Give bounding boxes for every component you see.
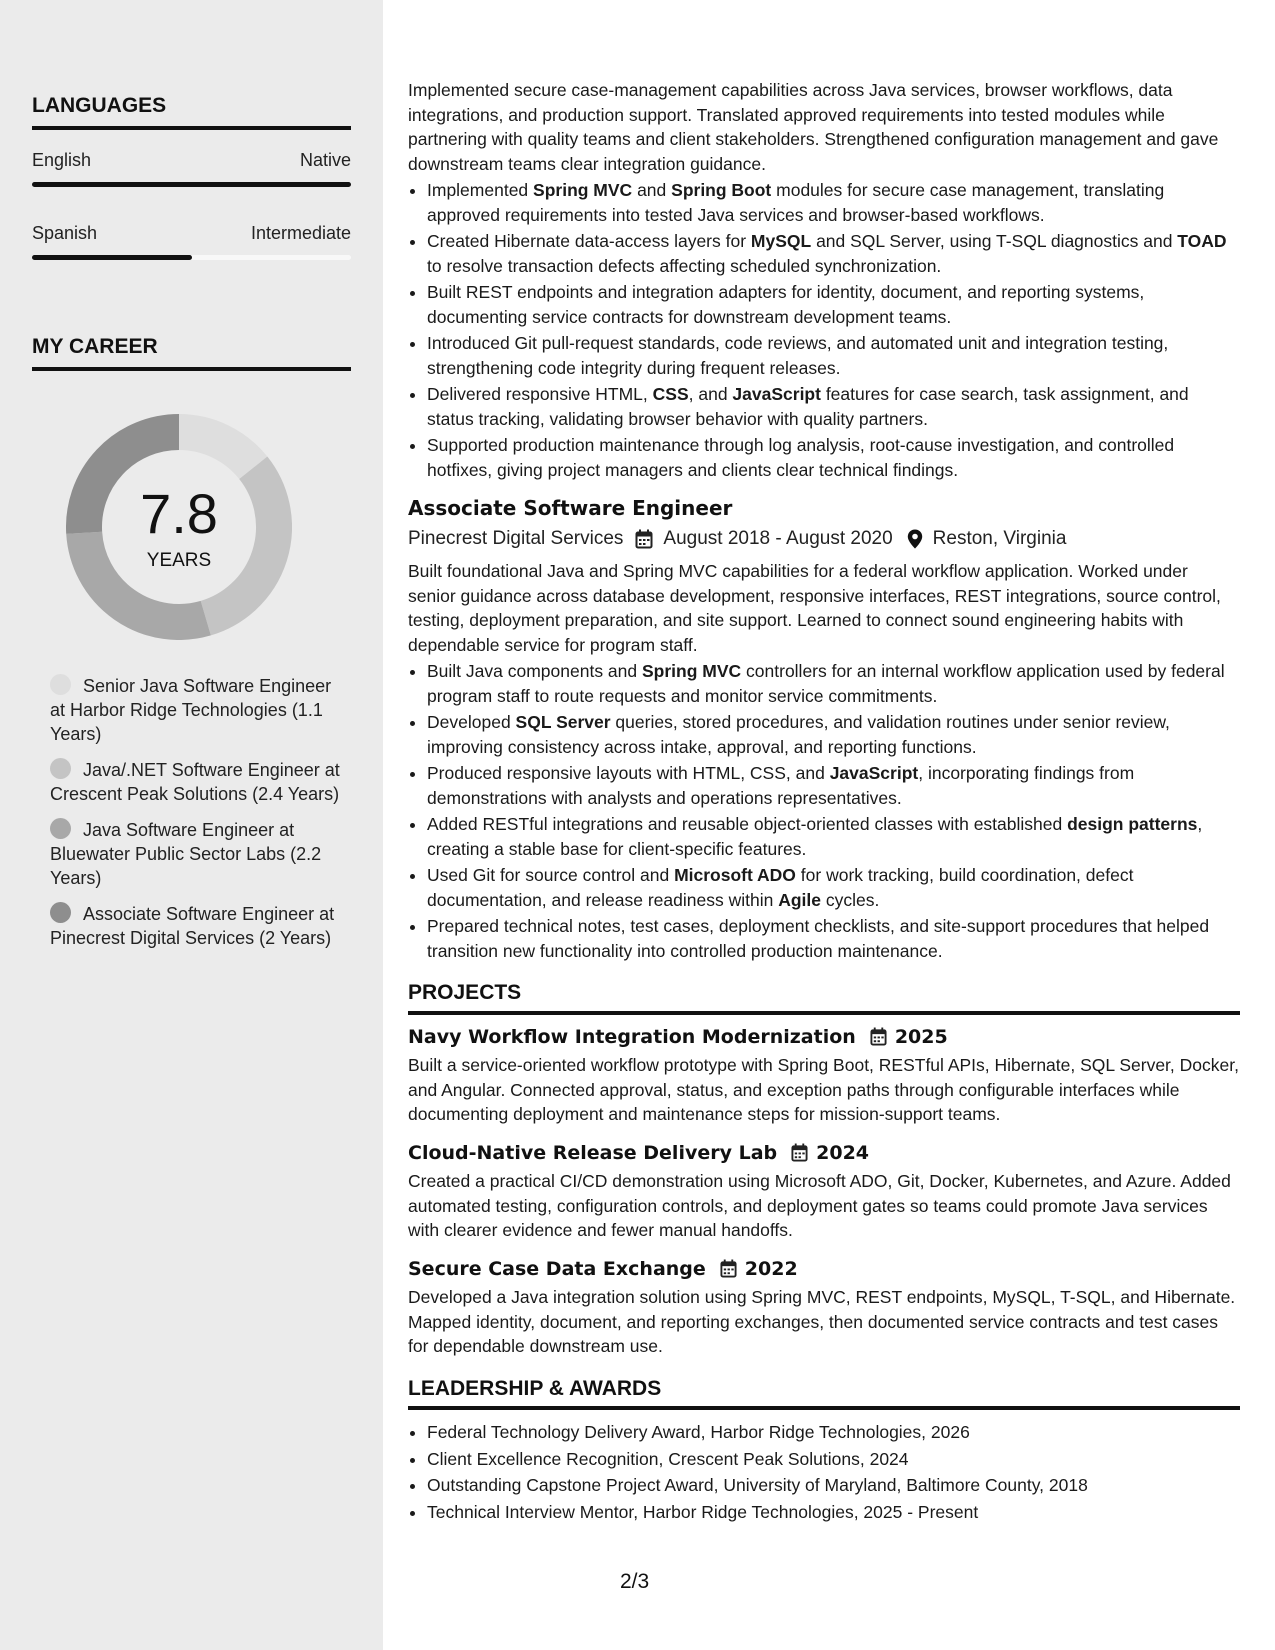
job-bullets [408, 178, 1240, 482]
language-bar-fill [32, 255, 192, 260]
awards-heading: LEADERSHIP & AWARDS [408, 1377, 1240, 1411]
job-bullet: • Implemented Spring MVC and Spring Boot modules for secure case management, translating approved requirements into tested Java services and browser-based workflows. [427, 178, 1240, 227]
job-dates: August 2018 - August 2020 [663, 527, 893, 549]
project-item [408, 1257, 1240, 1359]
map-pin-icon [907, 529, 923, 549]
job-bullet: • Supported production maintenance through log analysis, root-cause investigation, and controlled hotfixes, giving project managers and clients clear technical findings. [427, 433, 1240, 482]
job-bullet: • Built REST endpoints and integration adapters for identity, document, and reporting systems, documenting service contracts for downstream development teams. [427, 280, 1240, 329]
language-bar-fill [32, 182, 351, 187]
language-row-spanish [32, 223, 351, 244]
calendar-icon [720, 1259, 737, 1278]
language-name: English [32, 150, 92, 170]
job-bullet: • Created Hibernate data-access layers for MySQL and SQL Server, using T-SQL diagnostics and TOAD to resolve transaction defects affecting scheduled synchronization. [427, 229, 1240, 278]
page-number: 2/3 [620, 1570, 650, 1593]
job-summary: Implemented secure case-management capabilities across Java services, browser workflows, data integrations, and production support. Translated approved requirements into tested modules while partnering with quality teams and client stakeholders. Strengthened configuration management and gave downstream teams clear integration guidance. [408, 80, 1219, 174]
calendar-icon [791, 1143, 808, 1162]
project-item [408, 1025, 1240, 1127]
legend-item [50, 758, 340, 806]
job-bullet: • Developed SQL Server queries, stored procedures, and validation routines under senior review, improving consistency across intake, approval, and reporting functions. [427, 710, 1240, 759]
project-description: Developed a Java integration solution using Spring MVC, REST endpoints, MySQL, T-SQL, and Hibernate. Mapped identity, document, and reporting exchanges, then documented service contracts and test cases for dependable downstream use. [408, 1287, 1236, 1356]
project-title: Navy Workflow Integration Modernization [408, 1025, 856, 1048]
project-description: Built a service-oriented workflow prototype with Spring Boot, RESTful APIs, Hibernate, SQL Server, Docker, and Angular. Connected approval, status, and exception paths through configurable interfaces while documenting deployment and maintenance steps for mission-support teams. [408, 1055, 1239, 1124]
job-company: Pinecrest Digital Services [408, 527, 624, 549]
career-heading: MY CAREER [32, 335, 351, 371]
job-bullet: • Produced responsive layouts with HTML, CSS, and JavaScript, incorporating findings from demonstrations with analysts and operations representatives. [427, 761, 1240, 810]
project-year: 2025 [894, 1025, 948, 1048]
career-years-label: YEARS [146, 550, 212, 571]
job-bullet: • Introduced Git pull-request standards, code reviews, and automated unit and integration testing, strengthening code integrity during frequent releases. [427, 331, 1240, 380]
job-bullet: • Prepared technical notes, test cases, deployment checklists, and site-support procedures that helped transition new functionality into controlled production maintenance. [427, 914, 1240, 963]
calendar-icon [870, 1027, 887, 1046]
language-bar [32, 255, 351, 260]
job-location: Reston, Virginia [932, 527, 1067, 549]
job-summary: Built foundational Java and Spring MVC capabilities for a federal workflow application. Worked under senior guidance across database development, responsive interfaces, REST integrations, source control, testing, deployment preparation, and site support. Learned to connect sound engineering habits with dependable service for program staff. [408, 561, 1221, 655]
project-title: Cloud-Native Release Delivery Lab [408, 1141, 778, 1164]
legend-label: Java/.NET Software Engineer at Crescent Peak Solutions (2.4 Years) [50, 760, 340, 804]
job-bullets [408, 659, 1240, 963]
career-section [32, 335, 351, 371]
job-bullet: • Used Git for source control and Microsoft ADO for work tracking, build coordination, defect documentation, and release readiness within Agile cycles. [427, 863, 1240, 912]
job-bullet: • Delivered responsive HTML, CSS, and JavaScript features for case search, task assignment, and status tracking, validating browser behavior with quality partners. [427, 382, 1240, 431]
award-item: • Technical Interview Mentor, Harbor Ridge Technologies, 2025 - Present [427, 1500, 1240, 1525]
languages-heading: LANGUAGES [32, 94, 351, 130]
main-content [408, 78, 1240, 1526]
legend-dot [50, 674, 71, 695]
language-level: Native [299, 150, 351, 170]
language-row-english [32, 150, 351, 171]
language-bar [32, 182, 351, 187]
donut-segment [84, 533, 206, 622]
sidebar [0, 0, 383, 1650]
legend-dot [50, 818, 71, 839]
job-title: Associate Software Engineer [408, 496, 733, 520]
project-year: 2022 [744, 1257, 798, 1280]
awards-list [408, 1420, 1240, 1524]
legend-label: Associate Software Engineer at Pinecrest Digital Services (2 Years) [50, 904, 335, 948]
project-title: Secure Case Data Exchange [408, 1257, 706, 1280]
legend-dot [50, 902, 71, 923]
language-level: Intermediate [250, 223, 351, 243]
award-item: • Outstanding Capstone Project Award, University of Maryland, Baltimore County, 2018 [427, 1473, 1240, 1498]
legend-label: Senior Java Software Engineer at Harbor Ridge Technologies (1.1 Years) [50, 676, 332, 744]
project-description: Created a practical CI/CD demonstration using Microsoft ADO, Git, Docker, Kubernetes, and Azure. Added automated testing, configuration controls, and deployment gates so teams could promote Java services with clearer evidence and fewer manual handoffs. [408, 1171, 1231, 1240]
projects-heading: PROJECTS [408, 981, 1240, 1015]
project-item [408, 1141, 1240, 1243]
career-total-years: 7.8 [140, 482, 218, 545]
legend-item [50, 902, 340, 950]
award-item: • Federal Technology Delivery Award, Harbor Ridge Technologies, 2026 [427, 1420, 1240, 1445]
legend-dot [50, 758, 71, 779]
legend-label: Java Software Engineer at Bluewater Public Sector Labs (2.2 Years) [50, 820, 322, 888]
legend-item [50, 674, 340, 746]
languages-section [32, 94, 351, 260]
award-item: • Client Excellence Recognition, Crescent Peak Solutions, 2024 [427, 1447, 1240, 1472]
job-bullet: • Built Java components and Spring MVC controllers for an internal workflow application used by federal program staff to route requests and monitor service commitments. [427, 659, 1240, 708]
project-year: 2024 [816, 1141, 870, 1164]
job-bullet: • Added RESTful integrations and reusable object-oriented classes with established design patterns, creating a stable base for client-specific features. [427, 812, 1240, 861]
donut-segment [179, 432, 253, 468]
calendar-icon [635, 529, 653, 549]
career-legend [50, 674, 340, 962]
legend-item [50, 818, 340, 890]
job-meta [408, 527, 1240, 552]
language-name: Spanish [32, 223, 98, 243]
